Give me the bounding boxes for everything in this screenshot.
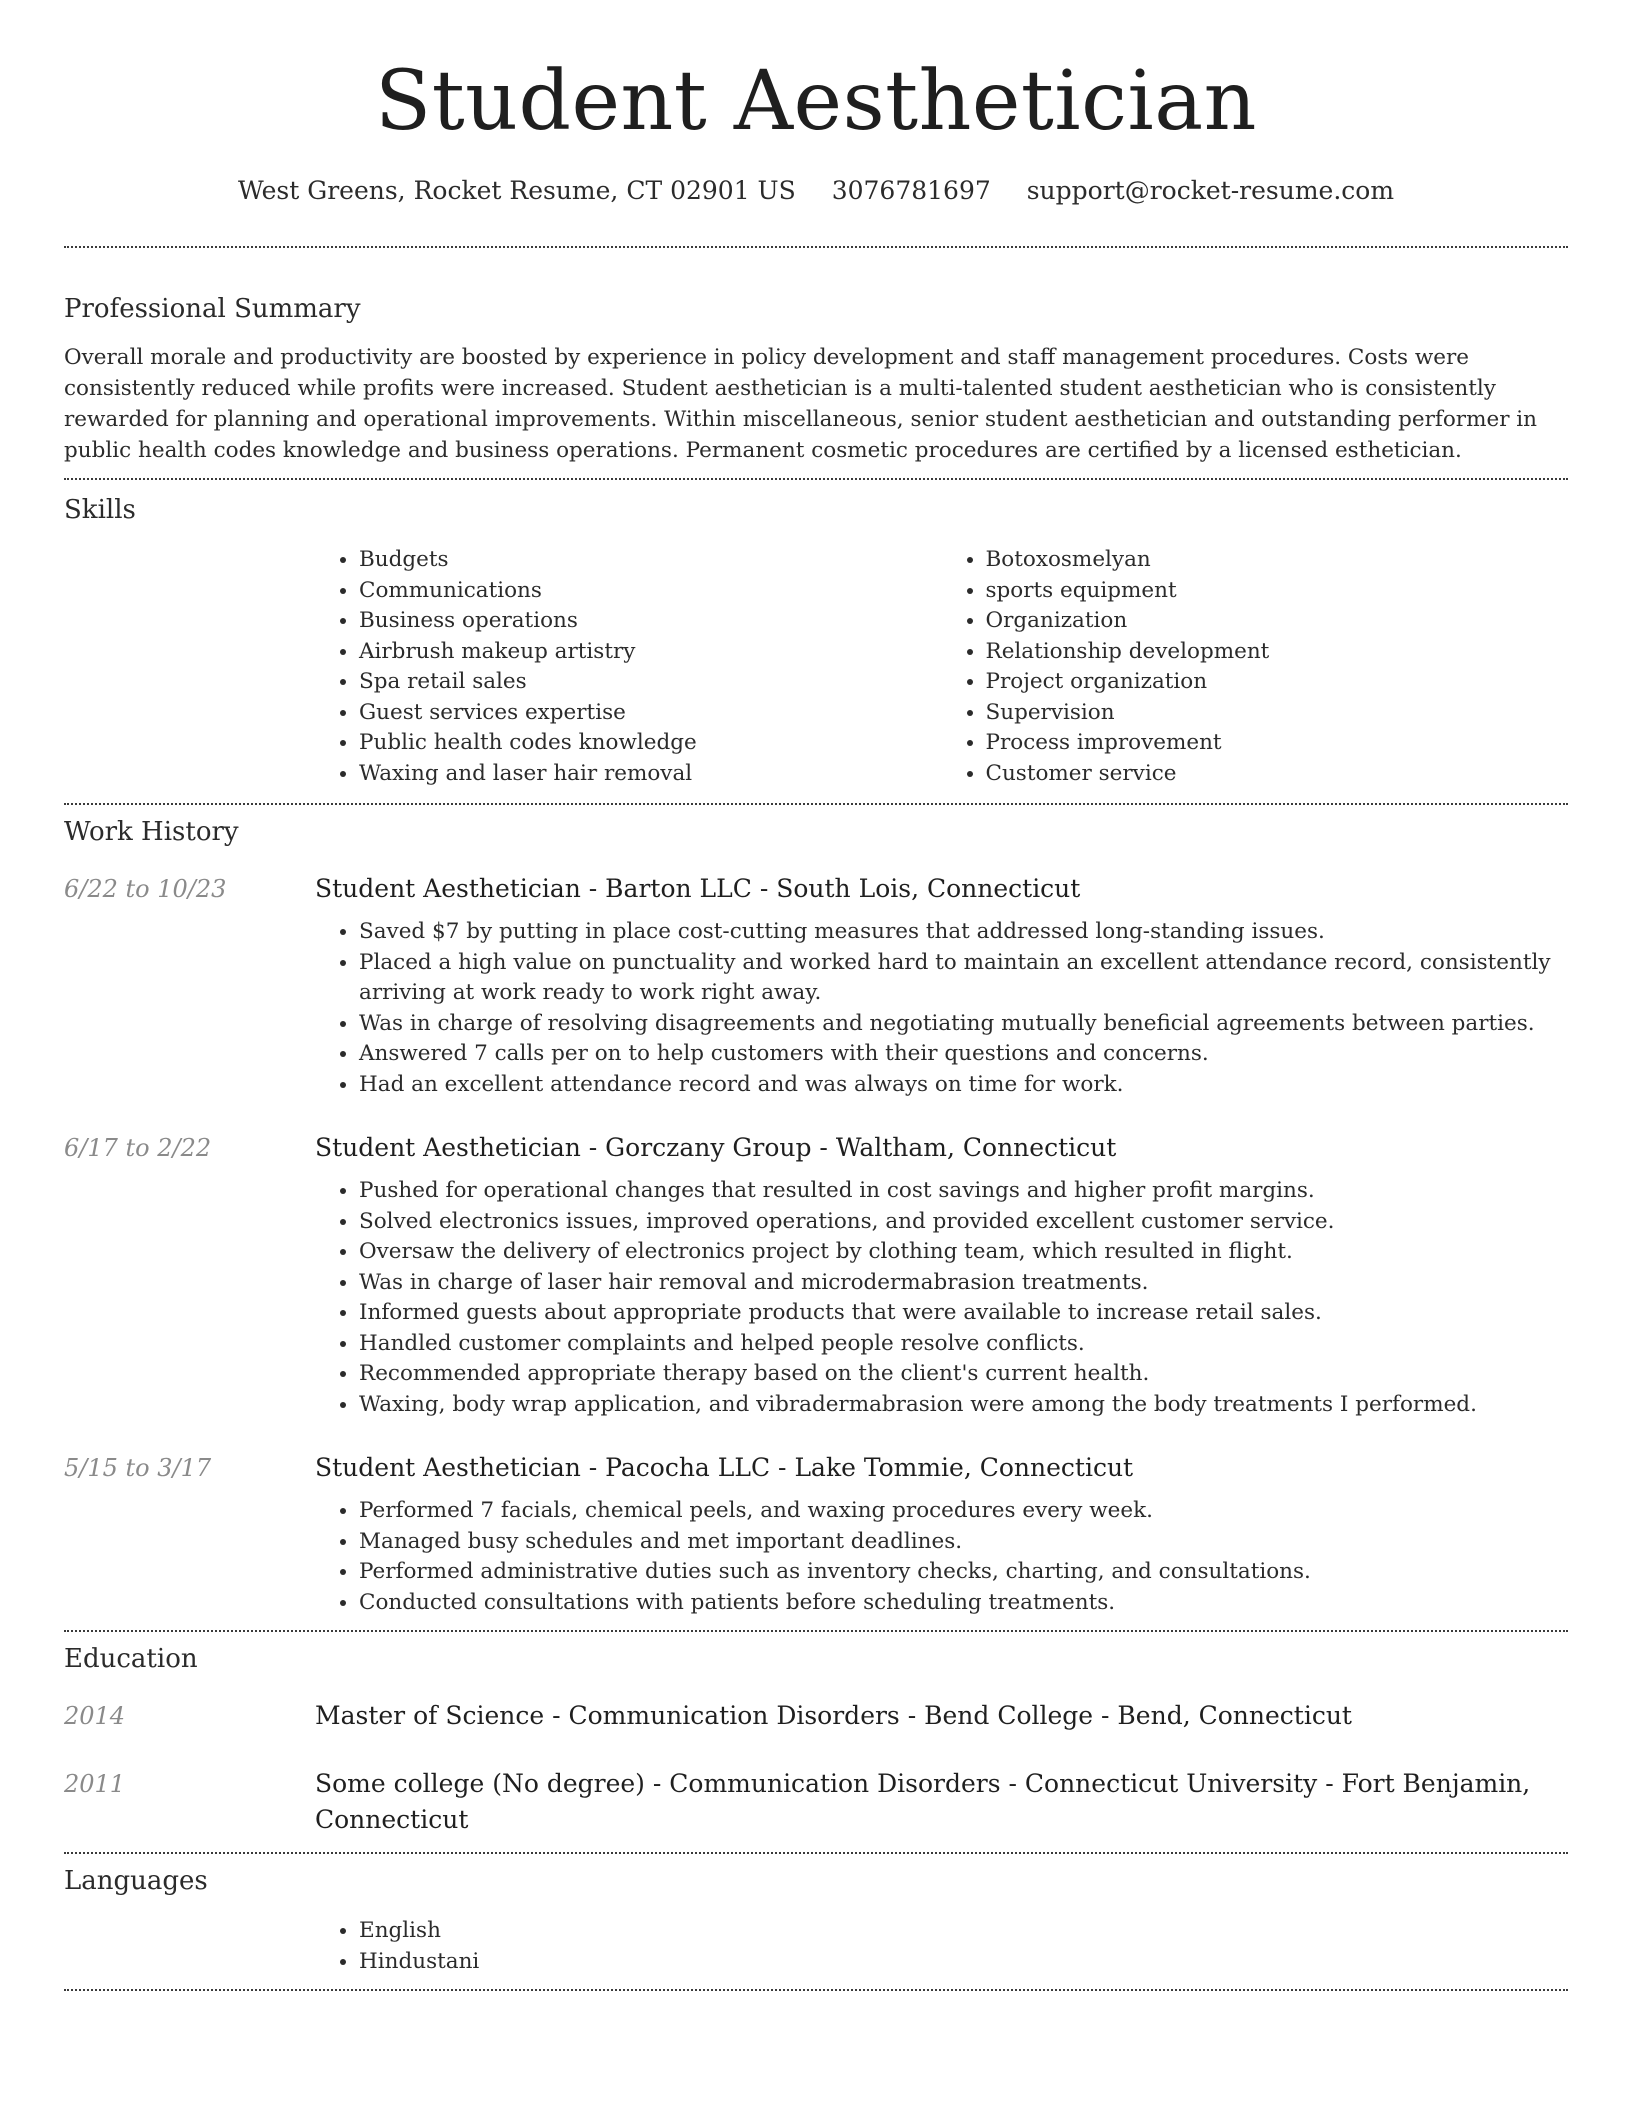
list-item: • Performed administrative duties such as inventory checks, charting, and consultations. — [359, 1557, 1568, 1588]
skills-list — [315, 545, 1568, 789]
job-date: 5/15 to 3/17 — [64, 1454, 212, 1482]
education-year: 2014 — [64, 1702, 126, 1730]
languages-section — [64, 1864, 1568, 1977]
list-item: • Budgets — [359, 545, 942, 576]
list-item: • Informed guests about appropriate products that were available to increase retail sales. — [359, 1298, 1568, 1329]
job-bullets — [315, 1496, 1568, 1618]
list-item: • Was in charge of resolving disagreements and negotiating mutually beneficial agreements between parties. — [359, 1009, 1568, 1040]
list-item: • Managed busy schedules and met important deadlines. — [359, 1527, 1568, 1558]
job-header — [64, 871, 1568, 907]
contact-address: West Greens, Rocket Resume, CT 02901 US — [237, 176, 796, 205]
list-item: • Supervision — [986, 698, 1569, 729]
list-item: • Customer service — [986, 759, 1569, 790]
list-item: • Communications — [359, 576, 942, 607]
list-item: • English — [359, 1916, 1568, 1947]
summary-text: Overall morale and productivity are boosted by experience in policy development and staff management procedures. Costs were consistently reduced while profits were increased. Student aesthetician is a multi-talented student aesthetician who is consistently rewarded for planning and operational improvements. Within miscellaneous, senior student aesthetician and outstanding performer in public health codes knowledge and business operations. Permanent cosmetic procedures are certified by a licensed esthetician. — [64, 345, 1538, 463]
work-history-section — [64, 815, 1568, 1618]
contact-phone: 3076781697 — [831, 176, 991, 205]
contact-email: support@rocket-resume.com — [1026, 176, 1395, 205]
skills-section — [64, 493, 1568, 789]
job-entry — [64, 1130, 1568, 1420]
contact-line — [64, 174, 1568, 208]
list-item: • Had an excellent attendance record and was always on time for work. — [359, 1070, 1568, 1101]
education-detail: Master of Science - Communication Disorders - Bend College - Bend, Connecticut — [315, 1701, 1352, 1730]
resume-name: Student Aesthetician — [375, 54, 1257, 149]
skills-column-left — [315, 545, 942, 789]
list-item: • Solved electronics issues, improved operations, and provided excellent customer service. — [359, 1207, 1568, 1238]
job-heading: Student Aesthetician - Pacocha LLC - Lake Tommie, Connecticut — [315, 1453, 1134, 1482]
job-header — [64, 1130, 1568, 1166]
list-item: • Conducted consultations with patients before scheduling treatments. — [359, 1588, 1568, 1619]
section-divider — [64, 1989, 1568, 1991]
summary-section — [64, 292, 1568, 466]
list-item: • Hindustani — [359, 1947, 1568, 1978]
list-item: • Recommended appropriate therapy based on the client's current health. — [359, 1359, 1568, 1390]
education-detail: Some college (No degree) - Communication Disorders - Connecticut University - Fort Benjamin, Connecticut — [315, 1769, 1531, 1834]
list-item: • Waxing, body wrap application, and vibradermabrasion were among the body treatments I performed. — [359, 1390, 1568, 1421]
list-item: • Botoxosmelyan — [986, 545, 1569, 576]
list-item: • Was in charge of laser hair removal and microdermabrasion treatments. — [359, 1268, 1568, 1299]
list-item: • Guest services expertise — [359, 698, 942, 729]
list-item: • Organization — [986, 606, 1569, 637]
list-item: • Answered 7 calls per on to help customers with their questions and concerns. — [359, 1039, 1568, 1070]
list-item: • Saved $7 by putting in place cost-cutting measures that addressed long-standing issues. — [359, 917, 1568, 948]
job-heading: Student Aesthetician - Barton LLC - South Lois, Connecticut — [315, 874, 1081, 903]
summary-title: Professional Summary — [64, 294, 361, 324]
list-item: • Process improvement — [986, 728, 1569, 759]
education-year: 2011 — [64, 1770, 126, 1798]
education-section — [64, 1642, 1568, 1838]
section-divider — [64, 1852, 1568, 1854]
list-item: • Oversaw the delivery of electronics project by clothing team, which resulted in flight. — [359, 1237, 1568, 1268]
list-item: • Placed a high value on punctuality and worked hard to maintain an excellent attendance record, consistently arriving at work ready to work right away. — [359, 948, 1568, 1009]
job-entry — [64, 1450, 1568, 1618]
job-header — [64, 1450, 1568, 1486]
list-item: • Handled customer complaints and helped people resolve conflicts. — [359, 1329, 1568, 1360]
work-history-title: Work History — [64, 817, 239, 847]
skills-title: Skills — [64, 495, 136, 525]
list-item: • sports equipment — [986, 576, 1569, 607]
languages-title: Languages — [64, 1866, 208, 1896]
section-divider — [64, 246, 1568, 248]
list-item: • Pushed for operational changes that resulted in cost savings and higher profit margins. — [359, 1176, 1568, 1207]
job-date: 6/17 to 2/22 — [64, 1134, 212, 1162]
job-bullets — [315, 917, 1568, 1100]
list-item: • Spa retail sales — [359, 667, 942, 698]
list-item: • Performed 7 facials, chemical peels, and waxing procedures every week. — [359, 1496, 1568, 1527]
list-item: • Airbrush makeup artistry — [359, 637, 942, 668]
languages-list — [315, 1916, 1568, 1977]
section-divider — [64, 803, 1568, 805]
list-item: • Project organization — [986, 667, 1569, 698]
skills-column-right — [942, 545, 1569, 789]
education-title: Education — [64, 1644, 198, 1674]
list-item: • Public health codes knowledge — [359, 728, 942, 759]
education-entry — [64, 1698, 1568, 1734]
list-item: • Waxing and laser hair removal — [359, 759, 942, 790]
list-item: • Business operations — [359, 606, 942, 637]
job-heading: Student Aesthetician - Gorczany Group - Waltham, Connecticut — [315, 1133, 1117, 1162]
list-item: • Relationship development — [986, 637, 1569, 668]
job-date: 6/22 to 10/23 — [64, 875, 227, 903]
job-bullets — [315, 1176, 1568, 1420]
job-entry — [64, 871, 1568, 1100]
section-divider — [64, 478, 1568, 480]
education-entry — [64, 1766, 1568, 1838]
section-divider — [64, 1630, 1568, 1632]
